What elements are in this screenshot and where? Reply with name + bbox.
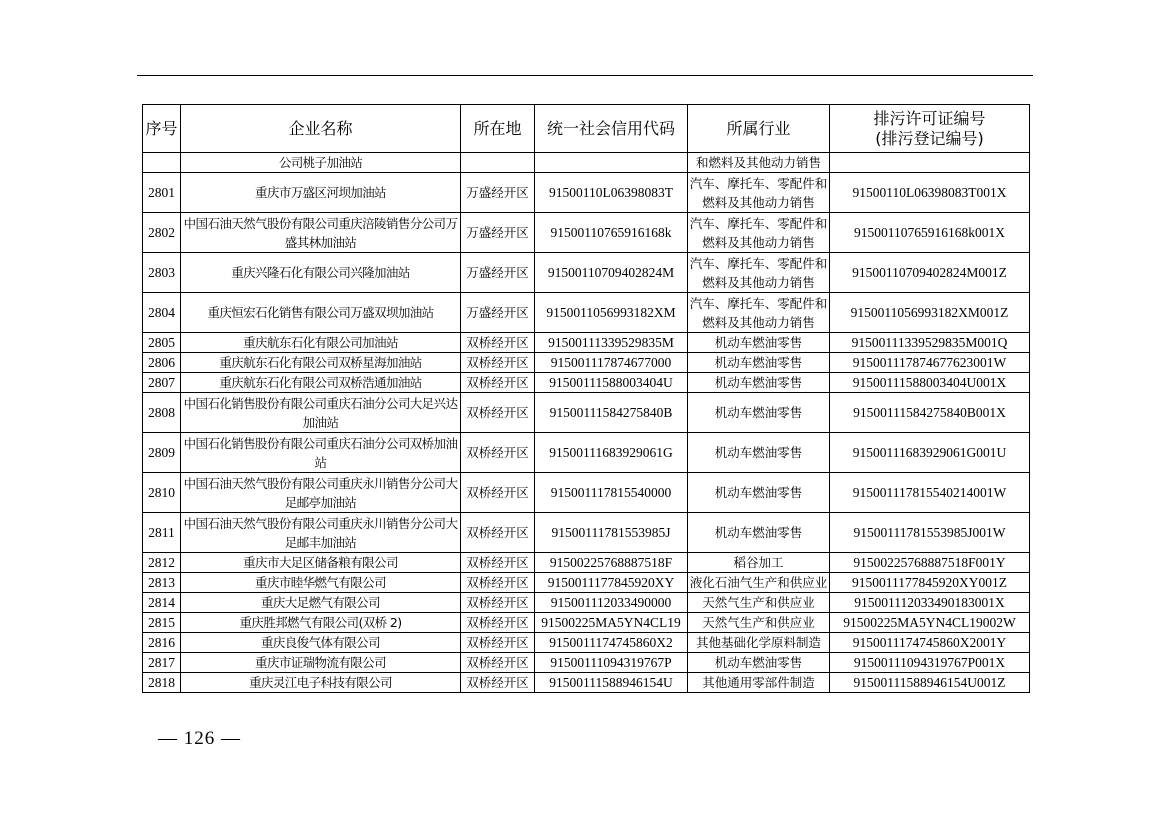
page-number: — 126 — — [158, 728, 241, 749]
cell-seq: 2805 — [143, 333, 181, 353]
cell-seq — [143, 153, 181, 173]
cell-industry: 其他基础化学原料制造 — [688, 633, 830, 653]
col-header-name: 企业名称 — [181, 105, 461, 153]
col-header-industry: 所属行业 — [688, 105, 830, 153]
cell-name: 重庆胜邦燃气有限公司(双桥 2) — [181, 613, 461, 633]
cell-permit: 915001107659161​68k001X — [830, 213, 1030, 253]
col-header-location: 所在地 — [461, 105, 535, 153]
cell-industry: 机动车燃油零售 — [688, 513, 830, 553]
cell-credit-code: 91500225768887518F — [535, 553, 688, 573]
table-row — [143, 253, 1030, 293]
table-row — [143, 553, 1030, 573]
cell-location: 双桥经开区 — [461, 593, 535, 613]
cell-seq: 2810 — [143, 473, 181, 513]
table-row — [143, 173, 1030, 213]
cell-name: 中国石油天然气股份有限公司重庆涪陵销售分公司万盛其林加油站 — [181, 213, 461, 253]
table-row — [143, 433, 1030, 473]
cell-name: 中国石化销售股份有限公司重庆石油分公司大足兴达加油站 — [181, 393, 461, 433]
table-row — [143, 153, 1030, 173]
cell-location: 双桥经开区 — [461, 353, 535, 373]
cell-industry: 汽车、摩托车、零配件和燃料及其他动力销售 — [688, 213, 830, 253]
cell-credit-code: 915001112033490000 — [535, 593, 688, 613]
cell-seq: 2801 — [143, 173, 181, 213]
cell-permit: 9150011174745860X2001Y — [830, 633, 1030, 653]
cell-location: 双桥经开区 — [461, 333, 535, 353]
cell-location: 双桥经开区 — [461, 513, 535, 553]
cell-location: 双桥经开区 — [461, 473, 535, 513]
cell-credit-code: 91500111588003404U — [535, 373, 688, 393]
cell-seq: 2814 — [143, 593, 181, 613]
table-row — [143, 513, 1030, 553]
cell-industry: 机动车燃油零售 — [688, 653, 830, 673]
table-row — [143, 213, 1030, 253]
cell-credit-code: 915001117815540000 — [535, 473, 688, 513]
header-rule — [137, 75, 1033, 76]
cell-credit-code: 91500111584275840B — [535, 393, 688, 433]
cell-industry: 机动车燃油零售 — [688, 353, 830, 373]
cell-industry: 汽车、摩托车、零配件和燃料及其他动力销售 — [688, 293, 830, 333]
cell-credit-code: 91500225MA5YN4CL19 — [535, 613, 688, 633]
table-row — [143, 573, 1030, 593]
col-header-credit-code: 统一社会信用代码 — [535, 105, 688, 153]
cell-credit-code: 91500111588946154U — [535, 673, 688, 693]
cell-location: 双桥经开区 — [461, 673, 535, 693]
cell-seq: 2813 — [143, 573, 181, 593]
table-header-row — [143, 105, 1030, 153]
cell-credit-code: 91500111778459​20XY — [535, 573, 688, 593]
cell-name: 中国石化销售股份有限公司重庆石油分公司双桥加油站 — [181, 433, 461, 473]
cell-name: 重庆市证瑞物流有限公司 — [181, 653, 461, 673]
cell-location: 双桥经开区 — [461, 573, 535, 593]
cell-industry: 和燃料及其他动力销售 — [688, 153, 830, 173]
cell-seq: 2812 — [143, 553, 181, 573]
cell-credit-code — [535, 153, 688, 173]
table-row — [143, 673, 1030, 693]
cell-credit-code: 91500110709402824M — [535, 253, 688, 293]
cell-credit-code: 91500111094319767P — [535, 653, 688, 673]
table-row — [143, 633, 1030, 653]
cell-permit: 91500110709402824M001Z — [830, 253, 1030, 293]
cell-industry: 稻谷加工 — [688, 553, 830, 573]
table-row — [143, 293, 1030, 333]
cell-location: 万盛经开区 — [461, 253, 535, 293]
cell-seq: 2802 — [143, 213, 181, 253]
cell-name: 重庆市睦华燃气有限公司 — [181, 573, 461, 593]
col-header-permit-line1: 排污许可证编号 — [873, 108, 986, 128]
cell-seq: 2816 — [143, 633, 181, 653]
cell-credit-code: 9150011174745860X2 — [535, 633, 688, 653]
cell-name: 重庆恒宏石化销售有限公司万盛双坝加油站 — [181, 293, 461, 333]
cell-location: 双桥经开区 — [461, 373, 535, 393]
cell-credit-code: 91500111683929061G — [535, 433, 688, 473]
cell-name: 重庆市大足区储备粮有限公司 — [181, 553, 461, 573]
cell-name: 重庆市万盛区河坝加油站 — [181, 173, 461, 213]
cell-location: 万盛经开区 — [461, 293, 535, 333]
cell-permit: 91500111339529835M001Q — [830, 333, 1030, 353]
cell-credit-code: 915001107659161​68k — [535, 213, 688, 253]
cell-seq: 2803 — [143, 253, 181, 293]
cell-industry: 天然气生产和供应业 — [688, 593, 830, 613]
cell-permit: 9150011056993182XM001Z — [830, 293, 1030, 333]
cell-credit-code: 91500111781553985J — [535, 513, 688, 553]
cell-name: 中国石油天然气股份有限公司重庆永川销售分公司大足邮丰加油站 — [181, 513, 461, 553]
cell-location: 双桥经开区 — [461, 433, 535, 473]
table-row — [143, 613, 1030, 633]
cell-permit: 915001117815540214001W — [830, 473, 1030, 513]
cell-permit: 91500111778459​20XY001Z — [830, 573, 1030, 593]
cell-permit: 91500225768887518F001Y — [830, 553, 1030, 573]
cell-industry: 液化石油气生产和供应业 — [688, 573, 830, 593]
cell-name: 重庆航东石化有限公司加油站 — [181, 333, 461, 353]
cell-permit: 91500111094319767P001X — [830, 653, 1030, 673]
cell-permit: 91500111683929061G001U — [830, 433, 1030, 473]
table-row — [143, 653, 1030, 673]
col-header-permit-line2: (排污登记编号) — [875, 128, 984, 148]
cell-industry: 机动车燃油零售 — [688, 373, 830, 393]
cell-location — [461, 153, 535, 173]
cell-seq: 2809 — [143, 433, 181, 473]
cell-credit-code: 91500110L06398083T — [535, 173, 688, 213]
cell-industry: 机动车燃油零售 — [688, 333, 830, 353]
cell-industry: 汽车、摩托车、零配件和燃料及其他动力销售 — [688, 173, 830, 213]
cell-location: 双桥经开区 — [461, 613, 535, 633]
cell-location: 双桥经开区 — [461, 653, 535, 673]
cell-seq: 2807 — [143, 373, 181, 393]
cell-seq: 2811 — [143, 513, 181, 553]
table-row — [143, 593, 1030, 613]
cell-seq: 2818 — [143, 673, 181, 693]
table-row — [143, 473, 1030, 513]
table-row — [143, 353, 1030, 373]
cell-name: 重庆兴隆石化有限公司兴隆加油站 — [181, 253, 461, 293]
cell-seq: 2815 — [143, 613, 181, 633]
cell-seq: 2817 — [143, 653, 181, 673]
cell-location: 双桥经开区 — [461, 633, 535, 653]
cell-name: 重庆大足燃气有限公司 — [181, 593, 461, 613]
cell-name: 中国石油天然气股份有限公司重庆永川销售分公司大足邮亭加油站 — [181, 473, 461, 513]
cell-name: 重庆灵江电子科技有限公司 — [181, 673, 461, 693]
cell-location: 双桥经开区 — [461, 393, 535, 433]
cell-credit-code: 9150011056993182XM — [535, 293, 688, 333]
cell-permit: 91500111588946154U001Z — [830, 673, 1030, 693]
cell-permit: 915001117874677623001W — [830, 353, 1030, 373]
cell-location: 万盛经开区 — [461, 213, 535, 253]
cell-industry: 其他通用零部件制造 — [688, 673, 830, 693]
cell-seq: 2804 — [143, 293, 181, 333]
cell-industry: 天然气生产和供应业 — [688, 613, 830, 633]
cell-location: 万盛经开区 — [461, 173, 535, 213]
table-row — [143, 393, 1030, 433]
cell-name: 公司桃子加油站 — [181, 153, 461, 173]
cell-permit: 91500111588003404U001X — [830, 373, 1030, 393]
cell-industry: 机动车燃油零售 — [688, 473, 830, 513]
cell-industry: 汽车、摩托车、零配件和燃料及其他动力销售 — [688, 253, 830, 293]
cell-industry: 机动车燃油零售 — [688, 433, 830, 473]
registry-table — [142, 104, 1030, 693]
cell-name: 重庆航东石化有限公司双桥星海加油站 — [181, 353, 461, 373]
cell-credit-code: 91500111339529835M — [535, 333, 688, 353]
cell-location: 双桥经开区 — [461, 553, 535, 573]
cell-seq: 2808 — [143, 393, 181, 433]
cell-name: 重庆良俊气体有限公司 — [181, 633, 461, 653]
col-header-seq: 序号 — [143, 105, 181, 153]
cell-permit: 91500110L06398083T001X — [830, 173, 1030, 213]
cell-industry: 机动车燃油零售 — [688, 393, 830, 433]
cell-permit: 91500111584275840B001X — [830, 393, 1030, 433]
cell-permit: 91500225MA5YN4CL19002W — [830, 613, 1030, 633]
table-row — [143, 373, 1030, 393]
cell-credit-code: 915001117874677000 — [535, 353, 688, 373]
col-header-permit — [830, 105, 1030, 153]
table-row — [143, 333, 1030, 353]
cell-name: 重庆航东石化有限公司双桥浩通加油站 — [181, 373, 461, 393]
cell-seq: 2806 — [143, 353, 181, 373]
cell-permit — [830, 153, 1030, 173]
cell-permit: 915001112033490183001X — [830, 593, 1030, 613]
cell-permit: 91500111781553985J001W — [830, 513, 1030, 553]
